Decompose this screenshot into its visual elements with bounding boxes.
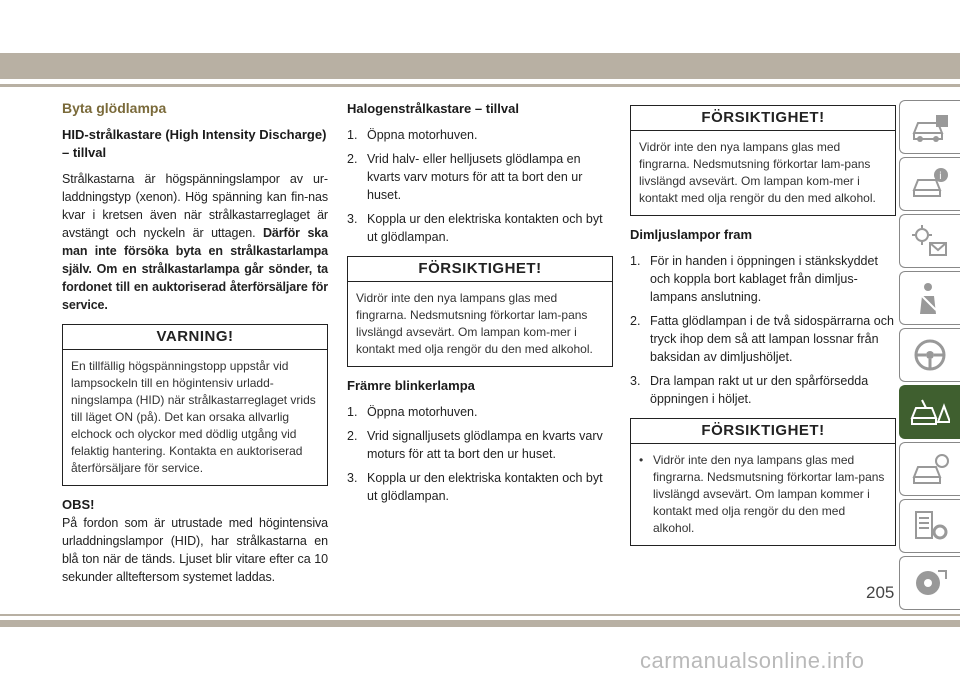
steering-wheel-icon [910, 337, 950, 373]
column-1 [62, 100, 328, 596]
list-item [347, 210, 613, 246]
caution-text: Vidrör inte den nya lampans glas med fingrarna. Nedsmutsning förkortar lam-pans livslängd avsevärt. Om lampan kom-mer i kontakt med olja rengör du den med alkohol. [356, 291, 593, 356]
tab-car-info[interactable] [899, 100, 960, 154]
step-text: För in handen i öppningen i stänkskyddet och koppla bort kablaget från dimljus-lampans anslutning. [650, 254, 878, 304]
column-2 [347, 100, 613, 515]
fog-lamp-steps [630, 252, 896, 408]
step-text: Öppna motorhuven. [367, 405, 478, 419]
car-service-icon [910, 451, 950, 487]
tab-car-service[interactable] [899, 442, 960, 496]
header-band [0, 53, 960, 79]
step-text: Koppla ur den elektriska kontakten och byt ut glödlampan. [367, 471, 603, 503]
car-breakdown-icon [910, 394, 950, 430]
specs-gears-icon [910, 508, 950, 544]
halogen-heading: Halogenstrålkastare – tillval [347, 101, 519, 116]
caution-title: FÖRSIKTIGHET! [348, 257, 612, 282]
caution-box [630, 418, 896, 546]
warning-box [62, 324, 328, 486]
step-number: 2. [347, 152, 358, 166]
caution-box [347, 256, 613, 367]
hid-paragraph-text: Strålkastarna är högspänningslampor av ur-laddningstyp (xenon). Hög spänning kan fin-nas kvar i kretsen även när strålkastarreglaget är avstängt och nyckeln är uttagen. [62, 172, 328, 240]
step-text: Vrid halv- eller helljusets glödlampa en kvarts varv moturs för att ta bort den ur huset. [367, 152, 583, 202]
list-item [347, 150, 613, 204]
tab-car-breakdown[interactable] [899, 385, 960, 439]
list-item [347, 403, 613, 421]
step-text: Dra lampan rakt ut ur den spårförsedda öppningen i höljet. [650, 374, 869, 406]
halogen-steps [347, 126, 613, 246]
warning-lights-icon [910, 223, 950, 259]
list-item [347, 427, 613, 463]
caution-bullet: • Vidrör inte den nya lampans glas med fingrarna. Nedsmutsning förkortar lam-pans livslängd avsevärt. Om lampan kommer i kontakt med olja rengör du den med alkohol. [649, 452, 887, 537]
obs-text: På fordon som är utrustade med högintensiva urladdningslampor (HID), har strålkastarna en blå ton när de tänds. Ljuset blir vitare efter ca 10 sekunder allteftersom systemet laddas. [62, 516, 328, 584]
step-number: 2. [347, 429, 358, 443]
step-number: 3. [347, 471, 358, 485]
seatbelt-person-icon [910, 280, 950, 316]
step-number: 1. [630, 254, 641, 268]
caution-title: FÖRSIKTIGHET! [631, 419, 895, 444]
list-item [347, 469, 613, 505]
turn-signal-heading: Främre blinkerlampa [347, 378, 475, 393]
page-number: 205 [866, 583, 895, 602]
tab-steering-wheel[interactable] [899, 328, 960, 382]
hid-paragraph [62, 170, 328, 314]
caution-text-list [631, 444, 895, 545]
section-title: Byta glödlampa [62, 100, 167, 116]
svg-text:i: i [939, 171, 942, 182]
list-item [347, 126, 613, 144]
tab-warning-lights[interactable] [899, 214, 960, 268]
step-number: 3. [347, 212, 358, 226]
car-info-icon [910, 109, 950, 145]
tab-car-info-circle[interactable] [899, 157, 960, 211]
step-text: Vrid signalljusets glödlampa en kvarts varv moturs för att ta bort den ur huset. [367, 429, 603, 461]
step-text: Fatta glödlampan i de två sidospärrarna och tryck ihop dem så att lampan lossnar från baksidan av dimljushöljet. [650, 314, 894, 364]
car-info-circle-icon [910, 166, 950, 202]
step-number: 2. [630, 314, 641, 328]
warning-text: En tillfällig högspänningstopp uppstår vid lampsockeln till en högintensiv urladd-ningslampa (HID) när strålkastarreglaget vrids till läget ON (på). Det kan orsaka allvarlig elchock och olyckor med dödlig utgång vid felaktig hantering. Kontakta en auktoriserad återförsäljare för service. [71, 359, 316, 475]
turn-signal-steps [347, 403, 613, 505]
tab-multimedia[interactable] [899, 556, 960, 610]
step-number: 1. [347, 128, 358, 142]
footer-band [0, 620, 960, 627]
tab-specs[interactable] [899, 499, 960, 553]
tab-seatbelt-person[interactable] [899, 271, 960, 325]
fog-lamps-heading: Dimljuslampor fram [630, 227, 753, 242]
column-3 [630, 103, 896, 556]
caution-text: Vidrör inte den nya lampans glas med fingrarna. Nedsmutsning förkortar lam-pans livslängd avsevärt. Om lampan kom-mer i kontakt med olja rengör du den med alkohol. [639, 140, 876, 205]
step-text: Koppla ur den elektriska kontakten och byt ut glödlampan. [367, 212, 603, 244]
hid-heading: HID-strålkastare (High Intensity Discharge) – tillval [62, 127, 327, 160]
watermark-text: carmanualsonline.info [640, 648, 865, 673]
warning-title: VARNING! [63, 325, 327, 350]
multimedia-icon [910, 565, 950, 601]
step-number: 1. [347, 405, 358, 419]
list-item [630, 312, 896, 366]
step-text: Öppna motorhuven. [367, 128, 478, 142]
caution-box [630, 105, 896, 216]
obs-title: OBS! [62, 497, 95, 512]
footer-rule [0, 614, 960, 616]
step-number: 3. [630, 374, 641, 388]
list-item [630, 372, 896, 408]
list-item [630, 252, 896, 306]
hid-paragraph-bold: Därför ska man inte försöka byta en strålkastarlampa själv. Om en strålkastarlampa går sönder, ta fordonet till en auktoriserad återförsäljare för service. [62, 226, 329, 312]
header-rule [0, 84, 960, 87]
caution-title: FÖRSIKTIGHET! [631, 106, 895, 131]
